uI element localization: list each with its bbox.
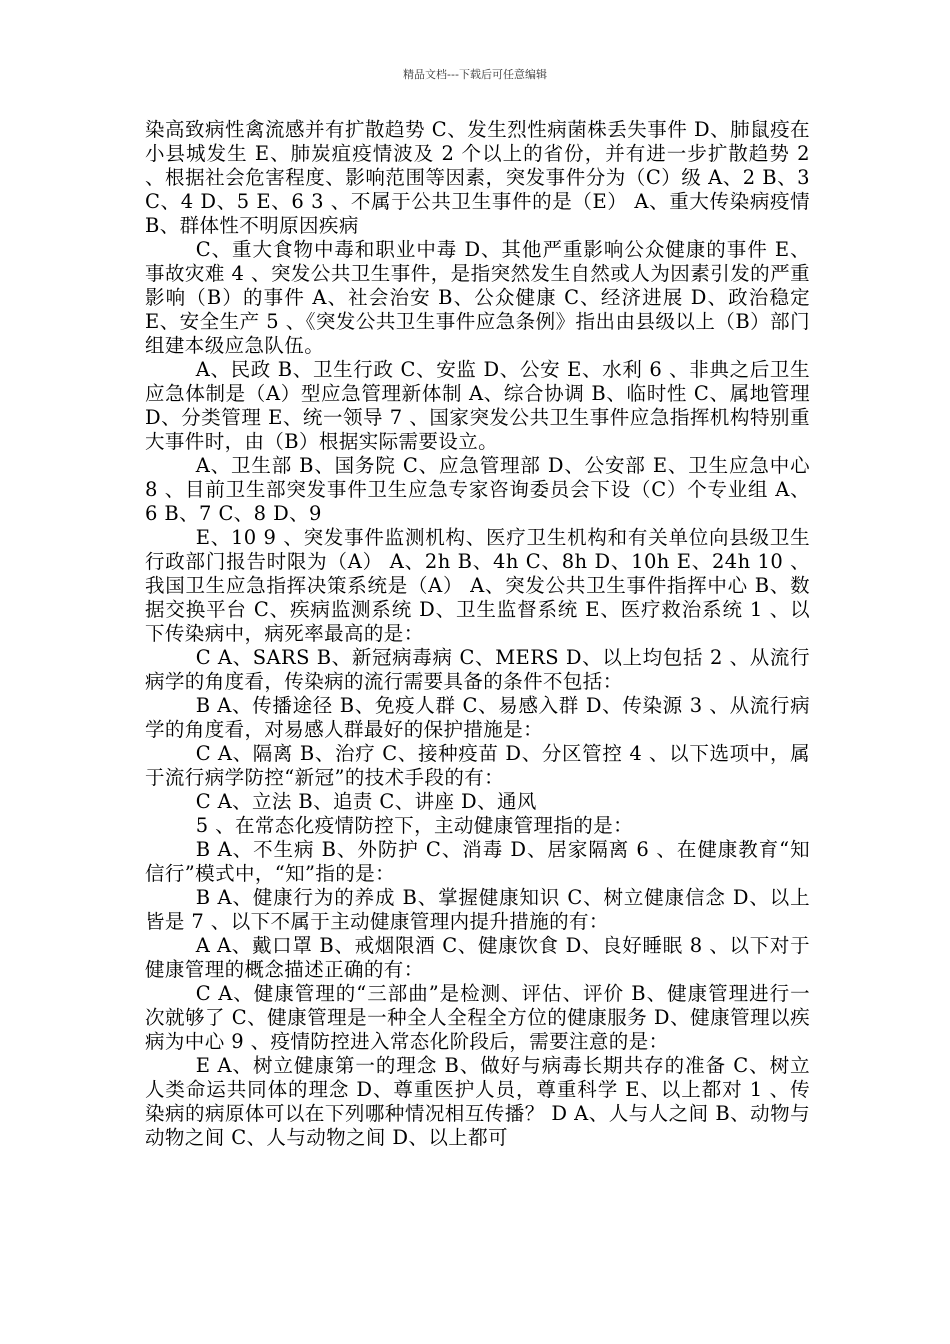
paragraph-5: E、10 9 、突发事件监测机构、医疗卫生机构和有关单位向县级卫生行政部门报告时限为（A） A、2h B、4h C、8h D、10h E、24h 10 、我国卫生应急指挥决策系统是（A） A、突发公共卫生事件指挥中心 B、数据交换平台 C、疾病监测系统 D、卫生监督系统 E、医疗救治系统 1 、以下传染病中，病死率最高的是： — [145, 526, 810, 645]
paragraph-6: C A、SARS B、新冠病毒病 C、MERS D、以上均包括 2 、从流行病学的角度看，传染病的流行需要具备的条件不包括： — [145, 646, 810, 693]
paragraph-11: B A、不生病 B、外防护 C、消毒 D、居家隔离 6 、在健康教育“知信行”模式中，“知”指的是： — [145, 838, 810, 885]
paragraph-2: C、重大食物中毒和职业中毒 D、其他严重影响公众健康的事件 E、事故灾难 4 、突发公共卫生事件，是指突然发生自然或人为因素引发的严重影响（B）的事件 A、社会治安 B、公众健康 C、经济进展 D、政治稳定 E、安全生产 5 、《突发公共卫生事件应急条例》指出由县级以上（B）部门组建本级应急队伍。 — [145, 238, 810, 357]
paragraph-10: 5 、在常态化疫情防控下，主动健康管理指的是： — [195, 814, 633, 837]
paragraph-3: A、民政 B、卫生行政 C、安监 D、公安 E、水利 6 、非典之后卫生应急体制是（A）型应急管理新体制 A、综合协调 B、临时性 C、属地管理 D、分类管理 E、统一领导 7 、国家突发公共卫生事件应急指挥机构特别重大事件时，由（B）根据实际需要设立。 — [145, 358, 810, 453]
paragraph-13: A A、戴口罩 B、戒烟限酒 C、健康饮食 D、良好睡眠 8 、以下对于健康管理的概念描述正确的有： — [145, 934, 810, 981]
paragraph-4: A、卫生部 B、国务院 C、应急管理部 D、公安部 E、卫生应急中心 8 、目前卫生部突发事件卫生应急专家咨询委员会下设（C）个专业组 A、6 B、7 C、8 D、9 — [145, 454, 810, 525]
document-body — [145, 118, 810, 1150]
paragraph-8: C A、隔离 B、治疗 C、接种疫苗 D、分区管控 4 、以下选项中，属于流行病学防控“新冠”的技术手段的有： — [145, 742, 810, 789]
paragraph-14: C A、健康管理的“三部曲”是检测、评估、评价 B、健康管理进行一次就够了 C、健康管理是一种全人全程全方位的健康服务 D、健康管理以疾病为中心 9 、疫情防控进入常态化阶段后，需要注意的是： — [145, 982, 810, 1053]
paragraph-15: E A、树立健康第一的理念 B、做好与病毒长期共存的准备 C、树立人类命运共同体的理念 D、尊重医护人员，尊重科学 E、以上都对 1 、传染病的病原体可以在下列哪种情况相互传播？ D A、人与人之间 B、动物与动物之间 C、人与动物之间 D、以上都可 — [145, 1054, 810, 1149]
paragraph-12: B A、健康行为的养成 B、掌握健康知识 C、树立健康信念 D、以上皆是 7 、以下不属于主动健康管理内提升措施的有： — [145, 886, 810, 933]
paragraph-9: C A、立法 B、追责 C、讲座 D、通风 — [195, 790, 537, 813]
paragraph-1: 染高致病性禽流感并有扩散趋势 C、发生烈性病菌株丢失事件 D、肺鼠疫在小县城发生 E、肺炭疽疫情波及 2 个以上的省份，并有进一步扩散趋势 2 、根据社会危害程度、影响范围等因素，突发事件分为（C）级 A、2 B、3 C、4 D、5 E、6 3 、不属于公共卫生事件的是（E） A、重大传染病疫情 B、群体性不明原因疾病 — [145, 118, 810, 237]
paragraph-7: B A、传播途径 B、免疫人群 C、易感入群 D、传染源 3 、从流行病学的角度看，对易感人群最好的保护措施是： — [145, 694, 810, 741]
page-header: 精品文档---下载后可任意编辑 — [403, 68, 547, 81]
